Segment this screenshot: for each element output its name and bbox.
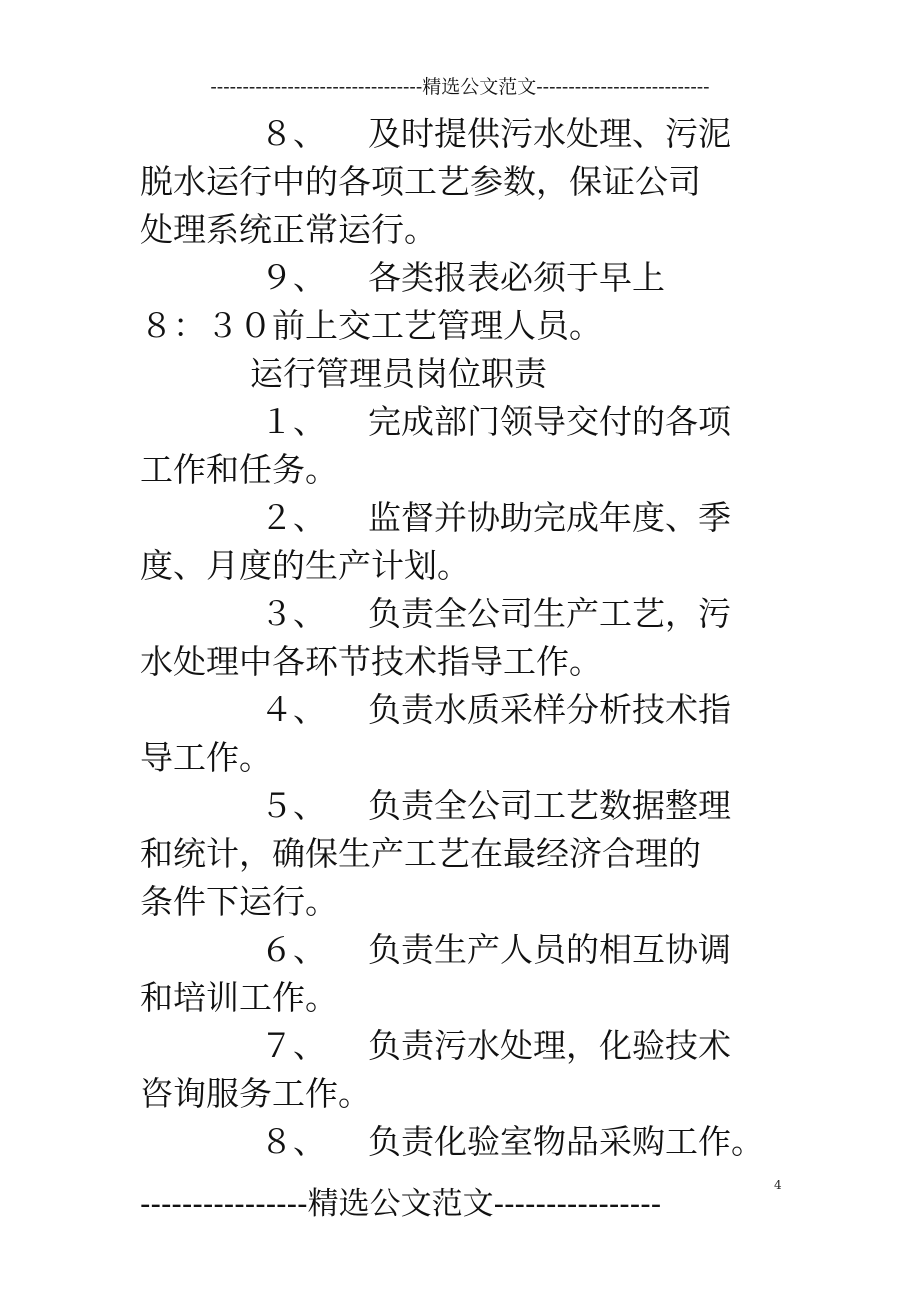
list-item-4 [140,686,790,734]
text-line: ８：３０前上交工艺管理人员。 [140,306,602,345]
item-text: 负责化验室物品采购工作。 [368,1122,764,1161]
item-text: 完成部门领导交付的各项 [368,402,731,441]
list-item-8a [140,110,790,158]
item-number: ３、 [260,594,326,633]
text-line: 水处理中各环节技术指导工作。 [140,642,602,681]
list-item-6 [140,926,790,974]
item-text: 负责水质采样分析技术指 [368,690,731,729]
item-number: ４、 [260,690,326,729]
item-number: ８、 [260,1122,326,1161]
item-number: ８、 [260,114,326,153]
item-text: 监督并协助完成年度、季 [368,498,731,537]
text-line: 度、月度的生产计划。 [140,546,470,585]
text-line: 处理系统正常运行。 [140,210,437,249]
text-line: 工作和任务。 [140,450,338,489]
list-item-2 [140,494,790,542]
list-item-9 [140,254,790,302]
list-item-5 [140,782,790,830]
text-line: 条件下运行。 [140,882,338,921]
item-number: ９、 [260,258,326,297]
item-text: 负责生产人员的相互协调 [368,930,731,969]
text-line: 咨询服务工作。 [140,1074,371,1113]
item-text: 负责全公司工艺数据整理 [368,786,731,825]
item-text: 负责污水处理，化验技术 [368,1026,731,1065]
list-item-1 [140,398,790,446]
page-footer: ----------------精选公文范文---------------- [140,1186,662,1222]
item-number: ５、 [260,786,326,825]
item-text: 及时提供污水处理、污泥 [368,114,731,153]
list-item-7 [140,1022,790,1070]
text-line: 和统计，确保生产工艺在最经济合理的 [140,834,701,873]
page-header: ---------------------------------精选公文范文--------------------------- [210,76,710,98]
page-number: 4 [774,1178,782,1192]
text-line: 和培训工作。 [140,978,338,1017]
item-number: １、 [260,402,326,441]
text-line: 脱水运行中的各项工艺参数，保证公司 [140,162,701,201]
item-number: ６、 [260,930,326,969]
item-text: 各类报表必须于早上 [368,258,665,297]
list-item-3 [140,590,790,638]
list-item-8b [140,1118,790,1166]
item-number: ７、 [260,1026,326,1065]
document-body [140,110,790,1166]
item-number: ２、 [260,498,326,537]
item-text: 负责全公司生产工艺，污 [368,594,731,633]
section-heading: 运行管理员岗位职责 [250,354,547,393]
text-line: 导工作。 [140,738,272,777]
